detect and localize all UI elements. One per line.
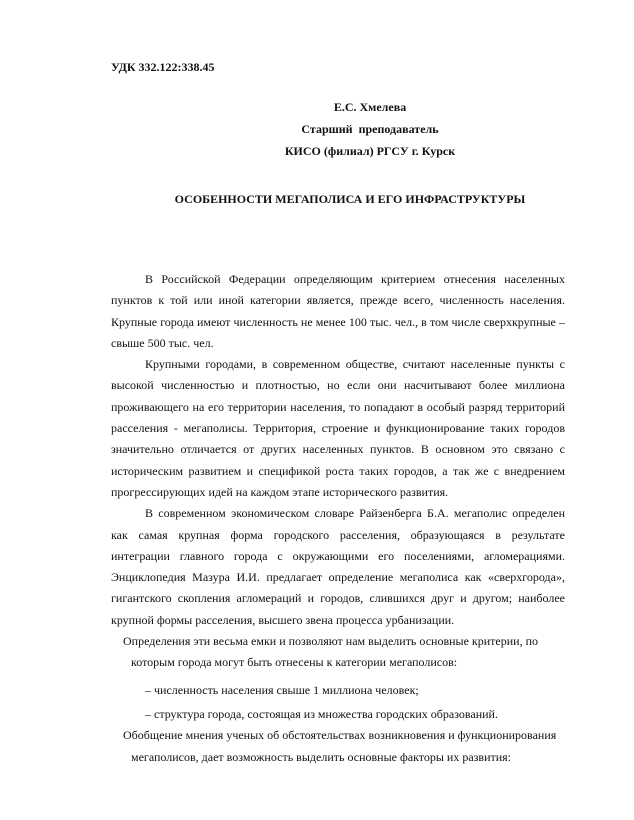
author-name: Е.С. Хмелева	[333, 100, 407, 114]
author-block	[250, 96, 490, 162]
article-title: ОСОБЕННОСТИ МЕГАПОЛИСА И ЕГО ИНФРАСТРУКТУРЫ	[174, 192, 526, 206]
criteria-item: – численность населения свыше 1 миллиона человек;	[145, 682, 419, 697]
criteria-item: – структура города, состоящая из множества городских образований.	[145, 706, 498, 721]
author-position: Старший преподаватель	[301, 122, 439, 136]
udk-code: УДК 332.122:338.45	[111, 60, 215, 74]
article-body	[111, 269, 565, 768]
paragraph-line: Определения эти весьма емки и позволяют нам выделить основные критерии, по	[123, 634, 539, 649]
paragraph: В Российской Федерации определяющим критерием отнесения населенных пунктов к той или иной категории является, прежде всего, численность населения. Крупные города имеют численность не менее 100 тыс. чел., в том числе сверхкрупные – свыше 500 тыс. чел.	[111, 272, 565, 350]
paragraph-line: которым города могут быть отнесены к категории мегаполисов:	[131, 655, 458, 670]
author-affiliation: КИСО (филиал) РГСУ г. Курск	[284, 144, 456, 158]
paragraph: В современном экономическом словаре Райзенберга Б.А. мегаполис определен как самая крупная форма городского расселения, образующаяся в результате интеграции главного города с окружающими его поселениями, агломерациями. Энциклопедия Мазура И.И. предлагает определение мегаполиса как «сверхгорода», гигантского скопления агломераций и городов, слившихся друг и другом; наиболее крупной формы расселения, высшего звена процесса урбанизации.	[111, 506, 565, 627]
paragraph: Крупными городами, в современном обществе, считают населенные пункты с высокой численностью и плотностью, но если они насчитывают более миллиона проживающего на его территории населения, то попадают в особый разряд территорий расселения - мегаполисы. Территория, строение и функционирование таких городов значительно отличается от других населенных пунктов. В основном это связано с историческим развитием и спецификой роста таких городов, а так же с внедрением прогрессирующих идей на каждом этапе исторического развития.	[111, 357, 565, 499]
paragraph-line: Обобщение мнения ученых об обстоятельствах возникновения и функционирования	[123, 728, 557, 743]
paragraph-line: мегаполисов, дает возможность выделить основные факторы их развития:	[131, 749, 512, 764]
